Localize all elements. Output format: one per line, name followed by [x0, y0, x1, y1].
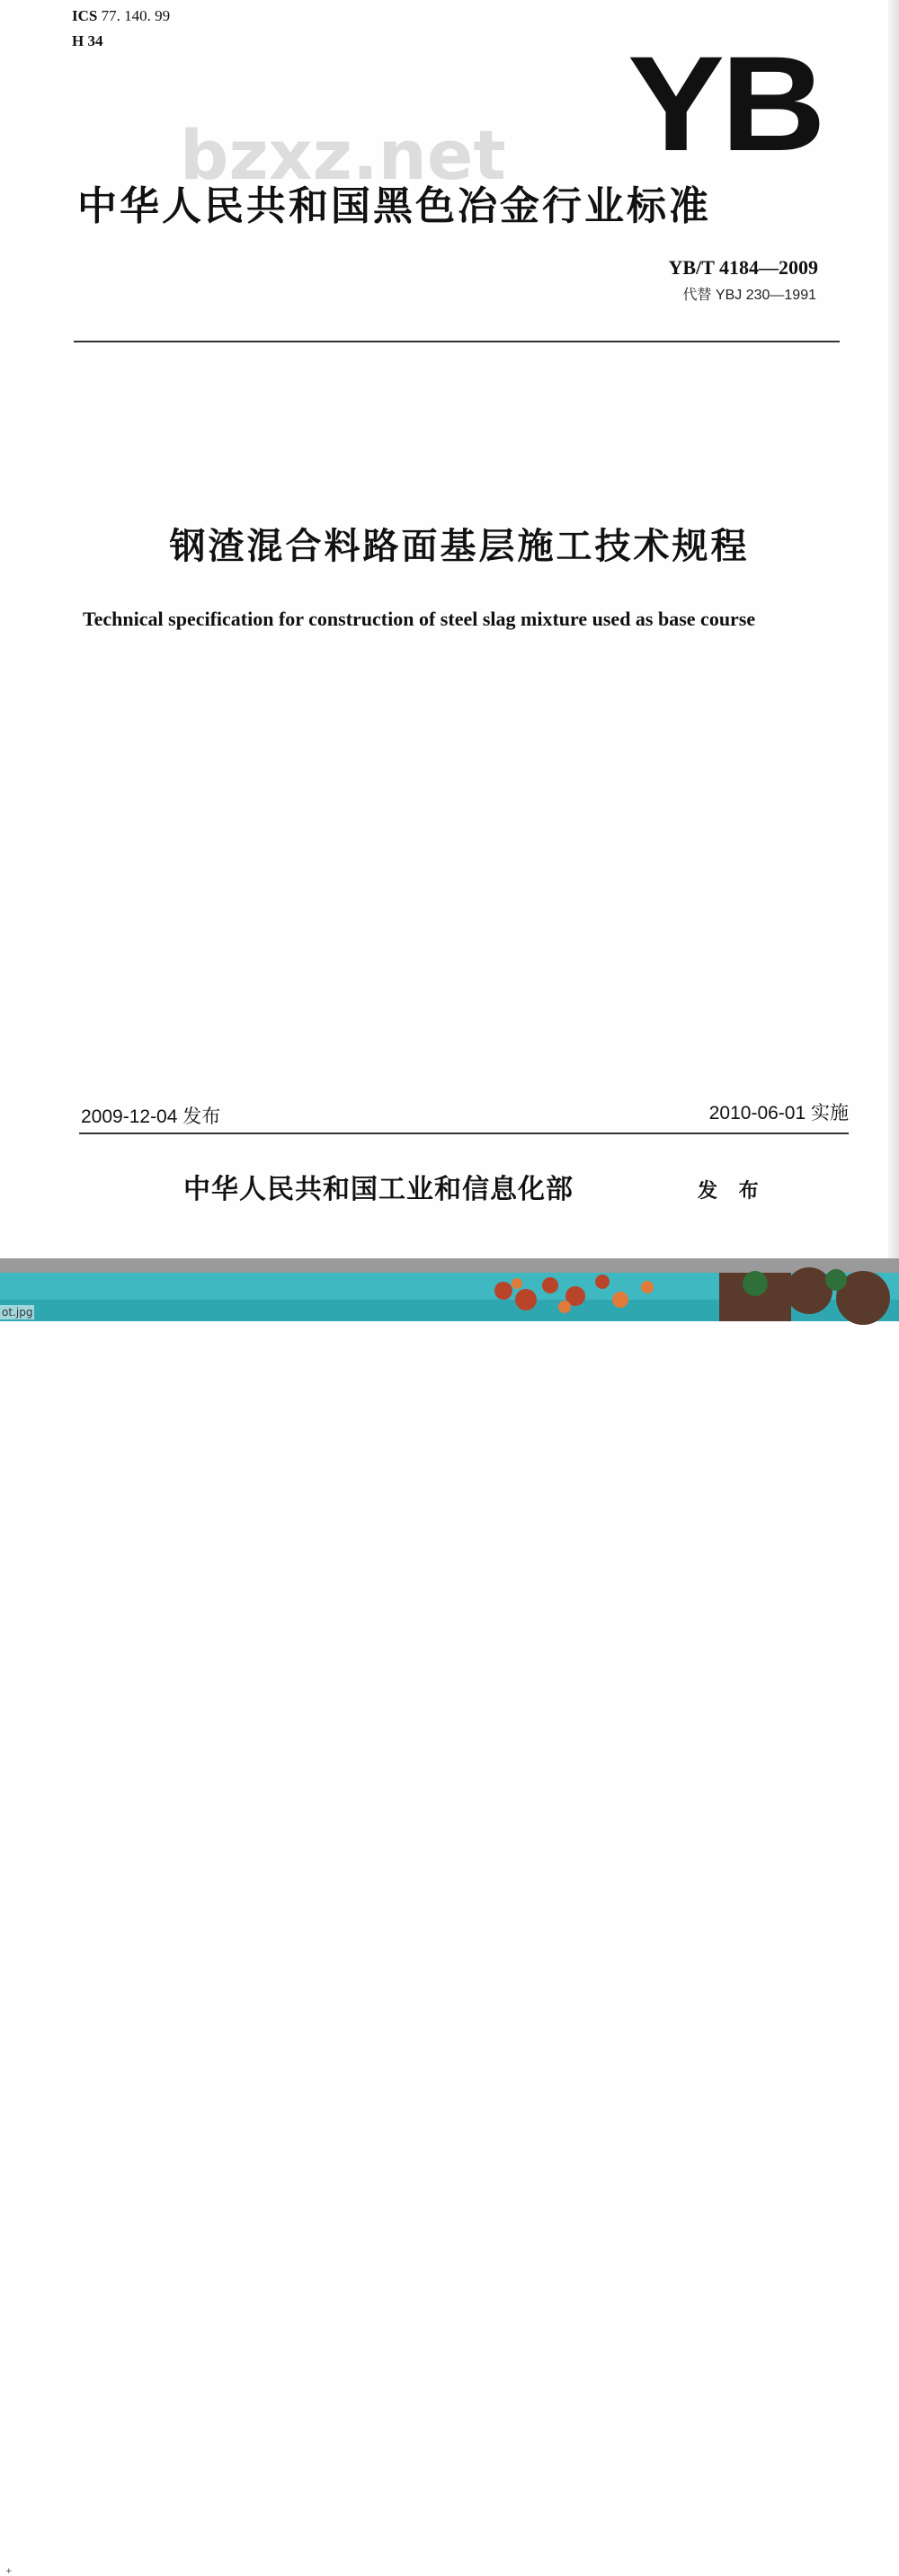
ccs-code: H 34 [72, 32, 103, 49]
publish-date: 2009-12-04 发布 [81, 1106, 221, 1127]
top-rule [74, 341, 840, 342]
yb-logo: YB [628, 28, 823, 179]
industry-standard-title: 中华人民共和国黑色冶金行业标准 [77, 183, 711, 229]
document-title-cn: 钢渣混合料路面基层施工技术规程 [169, 526, 750, 567]
watermark: bzxz.net [180, 115, 506, 195]
next-image-strip[interactable] [0, 1273, 899, 2576]
effective-date: 2010-06-01 实施 [708, 1103, 849, 1124]
strip-mark: + [5, 2567, 13, 2576]
document-page [0, 0, 899, 1266]
standard-number: YB/T 4184—2009 [668, 256, 818, 279]
file-name-label[interactable]: ot.jpg [2, 1306, 33, 1319]
replaces-standard: 代替 YBJ 230—1991 [682, 288, 816, 303]
ics-value: 77. 140. 99 [101, 7, 171, 24]
ics-key: ICS [72, 7, 98, 24]
page-edge-shadow [888, 0, 899, 1266]
viewer-divider [0, 1258, 899, 1273]
ics-code [72, 7, 170, 25]
issue-label: 发 布 [698, 1180, 766, 1203]
document-title-en: Technical specification for construction of steel slag mixture used as base course [83, 608, 756, 630]
issuing-ministry: 中华人民共和国工业和信息化部 [183, 1174, 574, 1205]
bottom-rule [79, 1133, 849, 1134]
foliage-image [0, 1273, 899, 1321]
